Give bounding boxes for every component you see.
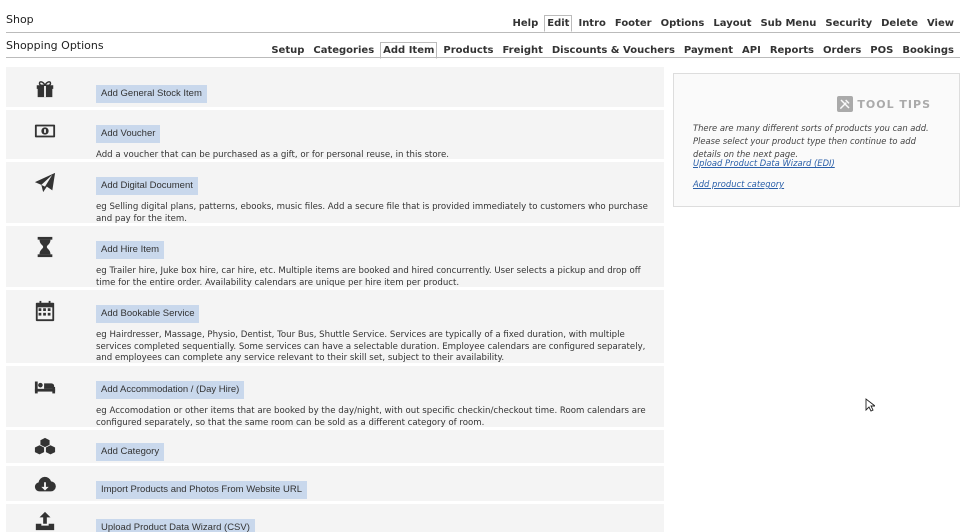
paper-plane-icon	[6, 162, 84, 223]
list-item	[6, 504, 664, 532]
list-item	[6, 162, 664, 226]
tab-add-item[interactable]: Add Item	[380, 42, 437, 59]
add-hire-item-button[interactable]: Add Hire Item	[96, 241, 164, 259]
add-accommodation-button[interactable]: Add Accommodation / (Day Hire)	[96, 381, 244, 399]
mouse-cursor-icon	[865, 398, 875, 412]
menu-layout[interactable]: Layout	[713, 18, 752, 29]
item-description: eg Trailer hire, Juke box hire, car hire, etc. Multiple items are booked and hired concurrently. User selects a pickup and drop off time for the entire order. Availability calendars are unique per hire item per product.	[96, 266, 641, 288]
add-product-category-link[interactable]: Add product category	[693, 179, 785, 189]
bed-icon	[6, 366, 84, 427]
add-category-button[interactable]: Add Category	[96, 443, 164, 461]
tab-freight[interactable]: Freight	[502, 45, 543, 56]
cubes-icon	[6, 430, 84, 463]
tool-tips-text: There are many different sorts of products you can add. Please select your product type then continue to add details on the next page.	[693, 123, 929, 159]
menu-security[interactable]: Security	[825, 18, 873, 29]
gift-icon	[6, 67, 84, 107]
menu-view[interactable]: View	[926, 18, 954, 29]
page-title: Shopping Options	[6, 39, 104, 52]
menu-footer[interactable]: Footer	[614, 18, 652, 29]
tab-categories[interactable]: Categories	[313, 45, 375, 56]
shop-title: Shop	[6, 13, 34, 26]
menu-edit[interactable]: Edit	[544, 15, 572, 32]
add-voucher-button[interactable]: Add Voucher	[96, 125, 160, 143]
tab-setup[interactable]: Setup	[271, 45, 305, 56]
tab-reports[interactable]: Reports	[769, 45, 815, 56]
list-item	[6, 110, 664, 162]
menu-help[interactable]: Help	[512, 18, 539, 29]
item-description: eg Accomodation or other items that are booked by the day/night, with out specific checkin/checkout time. Room calendars are configured separately, so that the same room can be sold as a different category of room.	[96, 406, 646, 428]
list-item	[6, 226, 664, 290]
item-description: eg Selling digital plans, patterns, ebooks, music files. Add a secure file that is provided immediately to customers who purchase and pay for the item.	[96, 202, 648, 224]
import-products-button[interactable]: Import Products and Photos From Website URL	[96, 481, 307, 499]
main-menu	[507, 15, 957, 32]
tab-products[interactable]: Products	[443, 45, 494, 56]
tab-orders[interactable]: Orders	[823, 45, 862, 56]
calendar-icon	[6, 290, 84, 363]
divider	[6, 57, 960, 58]
upload-edi-wizard-link[interactable]: Upload Product Data Wizard (EDI)	[693, 158, 835, 168]
tab-payment[interactable]: Payment	[683, 45, 734, 56]
upload-csv-wizard-button[interactable]: Upload Product Data Wizard (CSV)	[96, 519, 255, 532]
menu-intro[interactable]: Intro	[578, 18, 606, 29]
item-description: Add a voucher that can be purchased as a gift, or for personal reuse, in this store.	[96, 150, 450, 160]
menu-sub-menu[interactable]: Sub Menu	[760, 18, 817, 29]
item-description: eg Hairdresser, Massage, Physio, Dentist, Tour Bus, Shuttle Service. Services are typically of a fixed duration, with multiple services completed sequentially. Some services can have a selectable duration. Employee calendars are configured separately, and employees can complete any service relevant to their skill set, subject to their availability.	[96, 330, 646, 363]
divider	[6, 32, 960, 33]
tab-pos[interactable]: POS	[870, 45, 894, 56]
tab-bookings[interactable]: Bookings	[902, 45, 954, 56]
list-item	[6, 67, 664, 110]
menu-delete[interactable]: Delete	[881, 18, 918, 29]
hourglass-icon	[6, 226, 84, 287]
add-general-stock-item-button[interactable]: Add General Stock Item	[96, 85, 207, 103]
tab-discounts-vouchers[interactable]: Discounts & Vouchers	[551, 45, 675, 56]
tool-tips-panel	[673, 73, 960, 207]
cloud-download-icon	[6, 466, 84, 501]
top-bar	[0, 0, 960, 33]
money-icon	[6, 110, 84, 159]
tool-tips-title: TOOL TIPS	[857, 97, 931, 111]
list-item	[6, 290, 664, 366]
item-type-list	[6, 67, 664, 532]
upload-icon	[6, 504, 84, 532]
list-item	[6, 466, 664, 504]
list-item	[6, 430, 664, 466]
list-item	[6, 366, 664, 430]
add-bookable-service-button[interactable]: Add Bookable Service	[96, 305, 199, 323]
tool-tips-heading	[837, 96, 931, 112]
menu-options[interactable]: Options	[660, 18, 705, 29]
add-digital-document-button[interactable]: Add Digital Document	[96, 177, 198, 195]
tab-api[interactable]: API	[742, 45, 761, 56]
tools-icon	[837, 96, 853, 112]
